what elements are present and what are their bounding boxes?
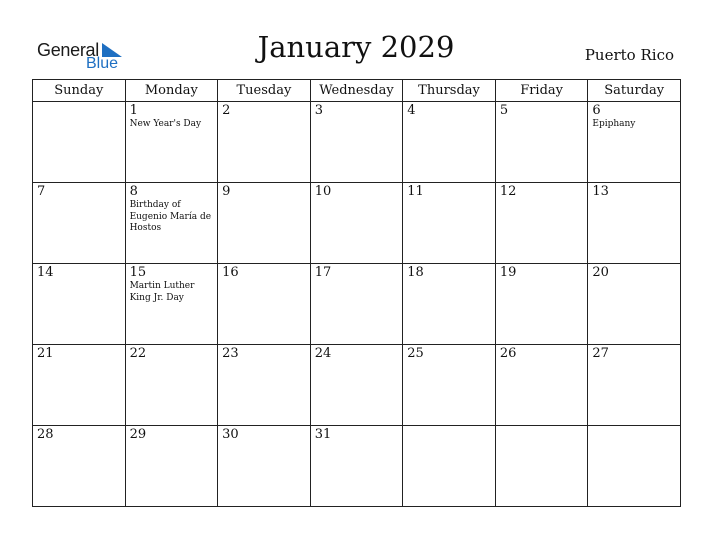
weekday-header-row <box>33 80 681 102</box>
day-cell <box>588 183 681 264</box>
day-cell <box>403 183 496 264</box>
day-number: 17 <box>314 265 332 280</box>
day-number: 16 <box>222 265 239 280</box>
day-cell <box>125 426 218 507</box>
calendar-title: January 2029 <box>257 30 455 64</box>
day-number: 24 <box>314 346 332 361</box>
day-cell <box>310 102 403 183</box>
weekday-header: Sunday <box>33 80 126 102</box>
day-cell <box>33 183 126 264</box>
weekday-header: Monday <box>125 80 218 102</box>
day-cell <box>218 426 311 507</box>
day-number: 11 <box>407 184 424 199</box>
day-number: 7 <box>37 184 46 199</box>
week-row <box>33 426 681 507</box>
day-number: 9 <box>222 184 231 199</box>
day-cell <box>125 183 218 264</box>
day-cell <box>403 345 496 426</box>
day-cell <box>403 426 496 507</box>
day-number: 30 <box>222 427 239 442</box>
day-cell <box>588 264 681 345</box>
calendar-region: Puerto Rico <box>584 46 674 64</box>
day-cell <box>588 345 681 426</box>
day-number: 2 <box>222 103 231 118</box>
day-number: 12 <box>499 184 517 199</box>
day-cell <box>588 102 681 183</box>
day-cell <box>495 426 588 507</box>
weekday-header: Saturday <box>588 80 681 102</box>
week-row <box>33 345 681 426</box>
day-cell <box>495 102 588 183</box>
day-number: 15 <box>129 265 147 280</box>
day-cell <box>218 345 311 426</box>
weekday-header: Tuesday <box>218 80 311 102</box>
day-cell <box>33 345 126 426</box>
day-number: 27 <box>592 346 609 361</box>
day-cell <box>218 102 311 183</box>
day-number: 3 <box>314 103 323 118</box>
day-cell <box>218 183 311 264</box>
week-row <box>33 102 681 183</box>
day-number: 6 <box>592 103 601 118</box>
day-number: 21 <box>37 346 54 361</box>
logo-word-blue: Blue <box>86 55 119 72</box>
day-number: 25 <box>407 346 424 361</box>
month-calendar <box>32 79 681 507</box>
day-number: 8 <box>129 184 138 199</box>
day-cell <box>495 264 588 345</box>
day-cell <box>33 102 126 183</box>
day-number: 4 <box>407 103 416 118</box>
day-cell <box>403 264 496 345</box>
day-number: 5 <box>499 103 509 118</box>
day-cell <box>310 264 403 345</box>
day-number: 29 <box>129 427 147 442</box>
logo-word-general: General <box>37 40 99 60</box>
day-cell <box>403 102 496 183</box>
weekday-header: Friday <box>495 80 588 102</box>
day-number: 10 <box>314 184 332 199</box>
day-number: 22 <box>129 346 147 361</box>
day-number: 1 <box>129 103 138 118</box>
holiday-label: Martin Luther King Jr. Day <box>129 281 195 303</box>
day-cell <box>495 183 588 264</box>
day-number: 18 <box>407 265 424 280</box>
day-number: 14 <box>37 265 54 280</box>
day-cell <box>310 345 403 426</box>
day-cell <box>125 102 218 183</box>
day-cell <box>218 264 311 345</box>
day-cell <box>33 264 126 345</box>
day-number: 23 <box>222 346 239 361</box>
holiday-label: Epiphany <box>592 119 636 129</box>
weekday-header: Wednesday <box>310 80 403 102</box>
day-cell <box>495 345 588 426</box>
day-number: 13 <box>592 184 609 199</box>
holiday-label: Birthday of Eugenio María de Hostos <box>129 200 212 233</box>
weekday-header: Thursday <box>403 80 496 102</box>
week-row <box>33 183 681 264</box>
holiday-label: New Year's Day <box>129 119 202 129</box>
day-cell <box>125 264 218 345</box>
calendar-body <box>33 102 681 507</box>
day-cell <box>588 426 681 507</box>
day-number: 31 <box>314 427 332 442</box>
day-number: 20 <box>592 265 609 280</box>
day-number: 26 <box>499 346 517 361</box>
day-cell <box>33 426 126 507</box>
week-row <box>33 264 681 345</box>
day-number: 28 <box>37 427 54 442</box>
day-number: 19 <box>499 265 517 280</box>
day-cell <box>310 426 403 507</box>
day-cell <box>125 345 218 426</box>
day-cell <box>310 183 403 264</box>
